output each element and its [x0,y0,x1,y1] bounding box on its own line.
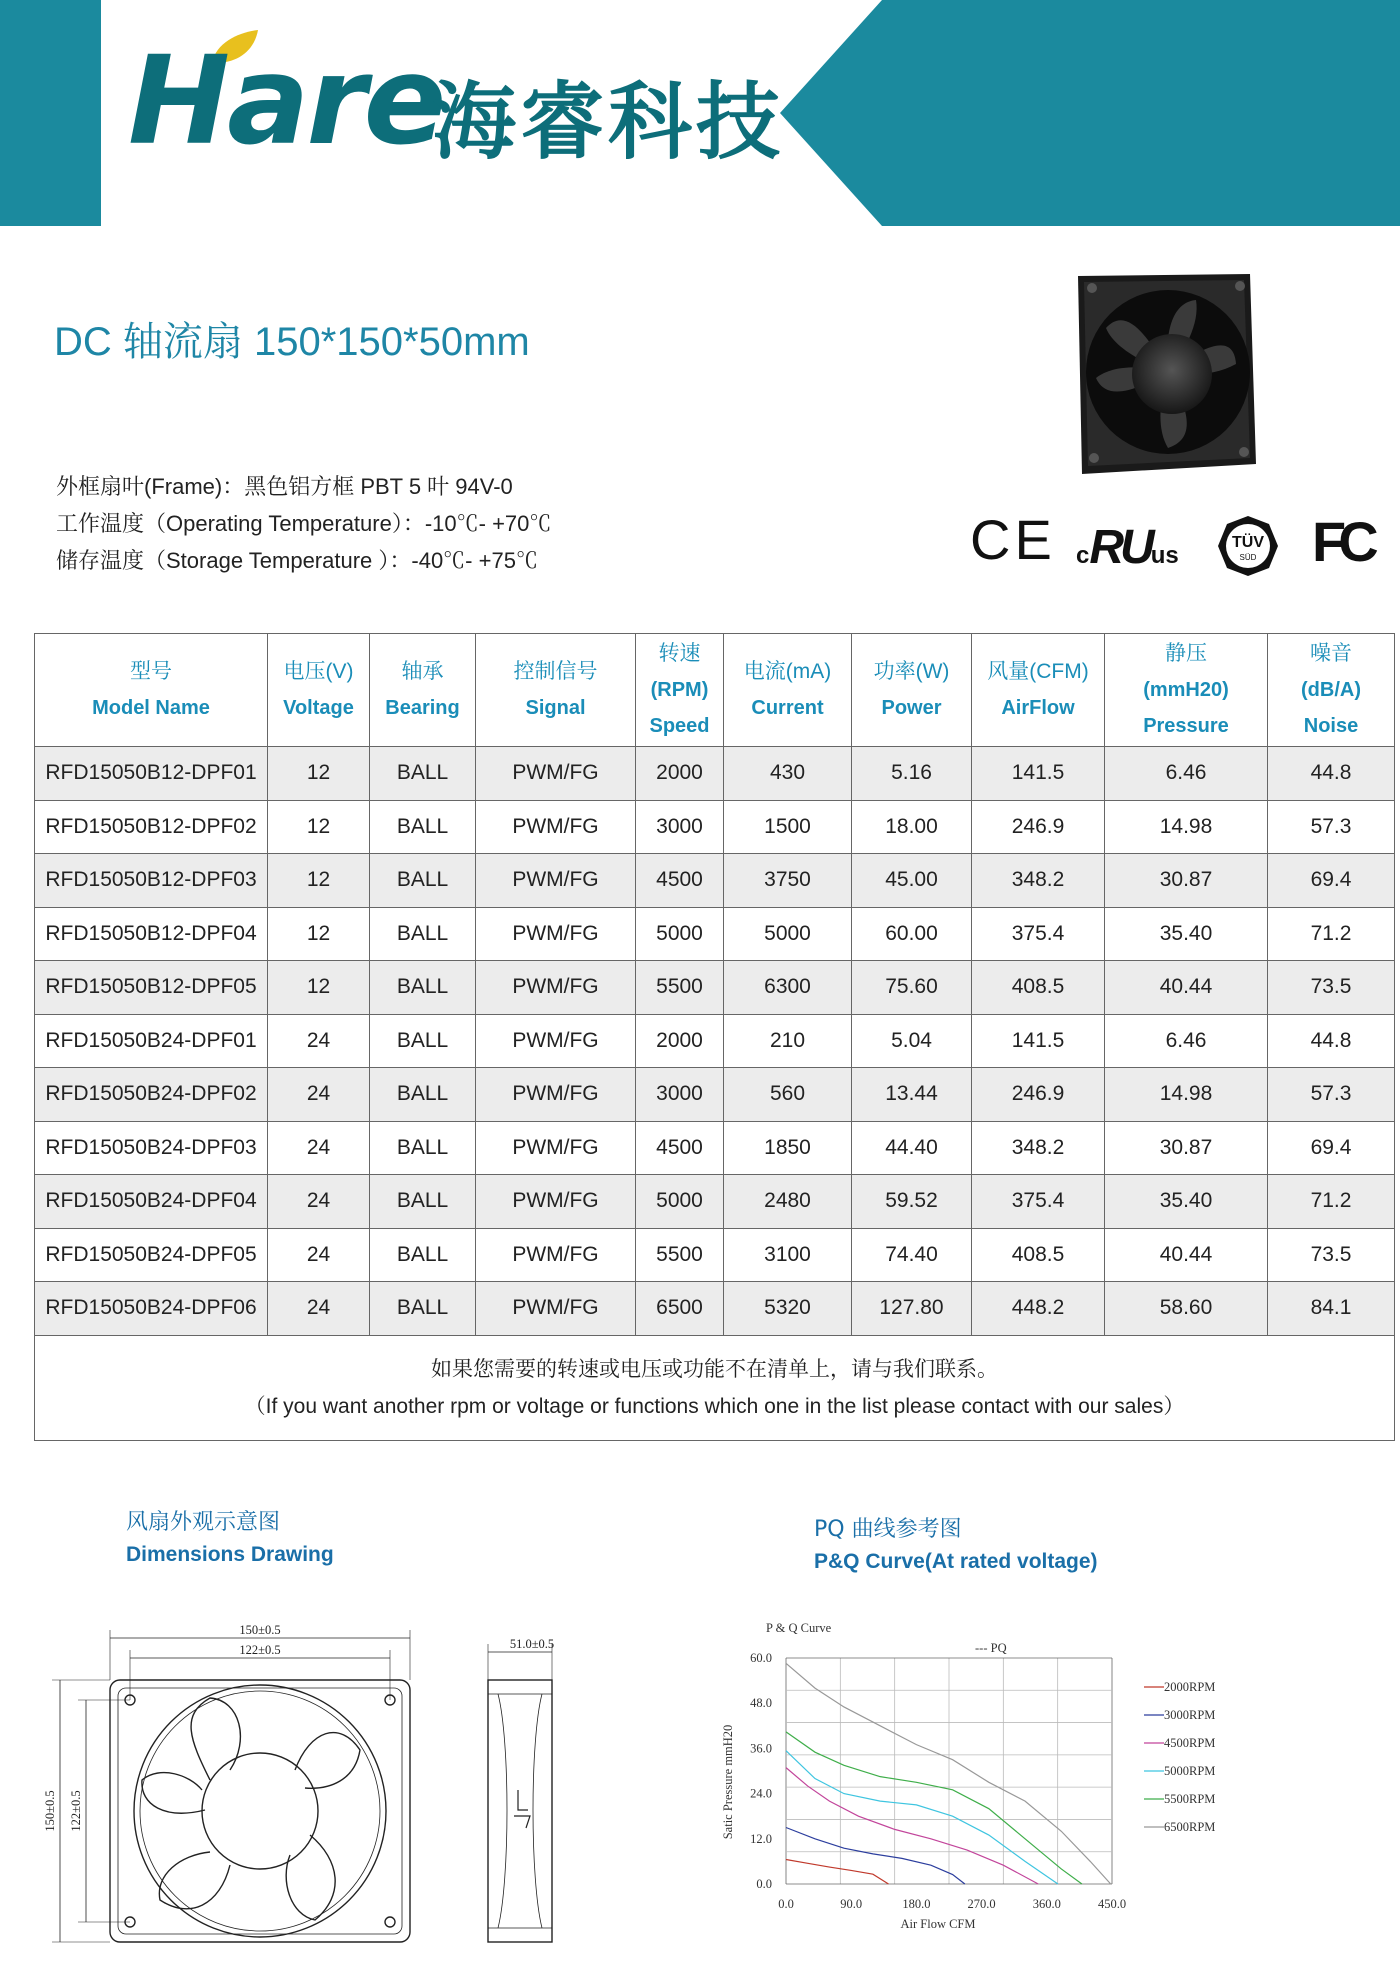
cell-pressure: 30.87 [1105,854,1268,908]
pq-legend-label: 2000RPM [1164,1680,1216,1694]
cell-model: RFD15050B12-DPF02 [35,800,268,854]
header-model: 型号 Model Name [35,634,268,747]
cell-bearing: BALL [370,961,476,1015]
table-body [35,747,1395,1336]
cell-airflow: 141.5 [972,1014,1105,1068]
tuv-sud-label: SÜD [1239,553,1257,562]
pq-y-tick-label: 48.0 [750,1696,772,1711]
cell-voltage: 12 [268,747,370,801]
header-power: 功率(W) Power [852,634,972,747]
cell-speed: 4500 [636,1121,724,1175]
pq-grid [786,1658,1112,1884]
cell-signal: PWM/FG [476,961,636,1015]
cell-bearing: BALL [370,747,476,801]
cell-pressure: 6.46 [1105,747,1268,801]
table-row [35,1014,1395,1068]
cell-voltage: 12 [268,907,370,961]
cell-pressure: 6.46 [1105,1014,1268,1068]
cell-pressure: 40.44 [1105,1228,1268,1282]
cell-speed: 2000 [636,747,724,801]
pq-title-en: P&Q Curve(At rated voltage) [814,1550,1098,1573]
cell-bearing: BALL [370,1282,476,1336]
pq-legend-label: 5500RPM [1164,1792,1216,1806]
cell-bearing: BALL [370,907,476,961]
pq-series-line-6500rpm [786,1663,1111,1884]
pq-legend-label: 3000RPM [1164,1708,1216,1722]
brand-logo-text: Hare [128,30,444,172]
cell-power: 60.00 [852,907,972,961]
cell-model: RFD15050B12-DPF05 [35,961,268,1015]
cell-signal: PWM/FG [476,1228,636,1282]
cell-power: 44.40 [852,1121,972,1175]
cell-noise: 57.3 [1268,1068,1395,1122]
note-chinese: 如果您需要的转速或电压或功能不在清单上，请与我们联系。 [431,1357,998,1381]
cell-signal: PWM/FG [476,1014,636,1068]
header-bearing: 轴承 Bearing [370,634,476,747]
cell-power: 5.04 [852,1014,972,1068]
cell-airflow: 246.9 [972,800,1105,854]
ul-ru-label: RU [1089,521,1151,574]
ul-mark-icon [1076,521,1179,574]
pq-chart-legend-title: --- PQ [975,1641,1007,1655]
cell-speed: 5000 [636,1175,724,1229]
cell-noise: 71.2 [1268,1175,1395,1229]
pq-x-tick-label: 0.0 [778,1897,794,1911]
pq-y-tick-label: 60.0 [750,1651,772,1665]
cell-signal: PWM/FG [476,1068,636,1122]
ce-mark-icon: CE [970,508,1056,571]
pq-y-tick-label: 12.0 [750,1831,772,1846]
table-row [35,854,1395,908]
cell-bearing: BALL [370,1068,476,1122]
pq-x-tick-label: 90.0 [840,1897,863,1911]
cell-noise: 69.4 [1268,1121,1395,1175]
header-banner [0,0,1400,226]
cell-current: 3750 [724,854,852,908]
table-row [35,1175,1395,1229]
cell-model: RFD15050B12-DPF04 [35,907,268,961]
pq-chart [700,1610,1300,1950]
cell-voltage: 12 [268,961,370,1015]
cell-signal: PWM/FG [476,1175,636,1229]
cell-power: 45.00 [852,854,972,908]
cell-noise: 84.1 [1268,1282,1395,1336]
cell-signal: PWM/FG [476,854,636,908]
cell-voltage: 12 [268,854,370,908]
cell-pressure: 35.40 [1105,907,1268,961]
cell-signal: PWM/FG [476,800,636,854]
cell-bearing: BALL [370,1175,476,1229]
table-row [35,1068,1395,1122]
cell-pressure: 40.44 [1105,961,1268,1015]
cell-airflow: 375.4 [972,1175,1105,1229]
cell-bearing: BALL [370,1228,476,1282]
fan-photo [1064,268,1264,478]
cell-current: 5000 [724,907,852,961]
pq-chart-title: P & Q Curve [766,1621,832,1635]
cell-noise: 71.2 [1268,907,1395,961]
cell-power: 13.44 [852,1068,972,1122]
cell-signal: PWM/FG [476,747,636,801]
dimensions-drawing [40,1620,600,1950]
pq-x-tick-label: 180.0 [902,1897,931,1911]
cell-airflow: 448.2 [972,1282,1105,1336]
product-title: DC 轴流扇 150*150*50mm [54,320,530,364]
spec-frame: 外框扇叶(Frame)：黑色铝方框 PBT 5 叶 94V-0 [56,474,513,499]
cell-signal: PWM/FG [476,1121,636,1175]
cell-model: RFD15050B12-DPF03 [35,854,268,908]
cell-voltage: 12 [268,800,370,854]
cell-pressure: 14.98 [1105,1068,1268,1122]
cell-pressure: 35.40 [1105,1175,1268,1229]
header-airflow: 风量(CFM) AirFlow [972,634,1105,747]
cell-model: RFD15050B24-DPF05 [35,1228,268,1282]
fc-mark-icon: FC [1312,510,1371,573]
pq-x-tick-label: 270.0 [967,1897,996,1911]
table-row [35,1121,1395,1175]
header-speed: 转速 (RPM) Speed [636,634,724,747]
cell-power: 59.52 [852,1175,972,1229]
pq-x-tick-label: 360.0 [1032,1897,1061,1911]
cell-current: 560 [724,1068,852,1122]
table-row [35,747,1395,801]
cell-signal: PWM/FG [476,907,636,961]
cell-current: 210 [724,1014,852,1068]
cell-noise: 73.5 [1268,1228,1395,1282]
pq-y-axis-label: Satic Pressure mmH20 [721,1724,735,1840]
cell-power: 74.40 [852,1228,972,1282]
cell-voltage: 24 [268,1014,370,1068]
cell-power: 75.60 [852,961,972,1015]
cell-airflow: 348.2 [972,1121,1105,1175]
tuv-mark-icon [1216,514,1280,578]
brand-chinese-name: 海睿科技 [432,73,785,171]
cell-bearing: BALL [370,800,476,854]
table-note [35,1335,1395,1440]
cell-model: RFD15050B12-DPF01 [35,747,268,801]
width-inner-label: 122±0.5 [239,1643,281,1657]
table-row [35,1282,1395,1336]
width-outer-label: 150±0.5 [239,1623,281,1637]
cell-model: RFD15050B24-DPF04 [35,1175,268,1229]
cell-airflow: 375.4 [972,907,1105,961]
cell-noise: 44.8 [1268,1014,1395,1068]
cell-voltage: 24 [268,1282,370,1336]
cell-current: 1850 [724,1121,852,1175]
cell-current: 1500 [724,800,852,854]
cell-power: 5.16 [852,747,972,801]
header-pressure: 静压 (mmH20) Pressure [1105,634,1268,747]
cell-model: RFD15050B24-DPF06 [35,1282,268,1336]
cell-current: 2480 [724,1175,852,1229]
table-row [35,1228,1395,1282]
pq-legend [1144,1680,1215,1834]
cell-speed: 6500 [636,1282,724,1336]
table-row [35,800,1395,854]
depth-label: 51.0±0.5 [509,1637,555,1651]
cell-speed: 5000 [636,907,724,961]
cell-voltage: 24 [268,1068,370,1122]
cell-current: 430 [724,747,852,801]
dimensions-title-en: Dimensions Drawing [126,1543,334,1566]
tuv-label: TÜV [1232,534,1264,551]
cell-pressure: 30.87 [1105,1121,1268,1175]
cell-noise: 57.3 [1268,800,1395,854]
cell-airflow: 141.5 [972,747,1105,801]
cell-airflow: 408.5 [972,1228,1105,1282]
pq-legend-label: 5000RPM [1164,1764,1216,1778]
cell-current: 6300 [724,961,852,1015]
cell-speed: 5500 [636,1228,724,1282]
cell-speed: 5500 [636,961,724,1015]
pq-x-tick-label: 450.0 [1097,1897,1127,1911]
ul-us-label: us [1150,542,1179,569]
pq-x-axis-label: Air Flow CFM [900,1917,976,1931]
cell-model: RFD15050B24-DPF03 [35,1121,268,1175]
pq-series-line-5000rpm [786,1751,1058,1884]
cell-model: RFD15050B24-DPF01 [35,1014,268,1068]
cell-bearing: BALL [370,1121,476,1175]
header-voltage: 电压(V) Voltage [268,634,370,747]
table-header-row [35,634,1395,747]
cell-pressure: 14.98 [1105,800,1268,854]
height-inner-label: 122±0.5 [69,1790,83,1832]
pq-y-tick-label: 24.0 [750,1786,772,1801]
header-noise: 噪音 (dB/A) Noise [1268,634,1395,747]
cell-pressure: 58.60 [1105,1282,1268,1336]
note-english: （If you want another rpm or voltage or functions which one in the list please contact with our sales） [244,1394,1185,1418]
dimensions-title-cn: 风扇外观示意图 [126,1510,281,1535]
table-row [35,961,1395,1015]
cell-noise: 69.4 [1268,854,1395,908]
cell-current: 3100 [724,1228,852,1282]
pq-y-tick-label: 0.0 [756,1877,772,1891]
pq-series-line-2000rpm [786,1860,889,1884]
cell-airflow: 408.5 [972,961,1105,1015]
header-current: 电流(mA) Current [724,634,852,747]
pq-lines [786,1663,1111,1884]
model-spec-table [34,633,1395,1441]
spec-operating-temp: 工作温度（Operating Temperature）：-10℃- +70℃ [56,511,552,536]
pq-y-tick-label: 36.0 [750,1741,772,1756]
cell-bearing: BALL [370,854,476,908]
cell-voltage: 24 [268,1121,370,1175]
height-outer-label: 150±0.5 [43,1790,57,1832]
cell-airflow: 246.9 [972,1068,1105,1122]
cell-speed: 4500 [636,854,724,908]
cell-bearing: BALL [370,1014,476,1068]
cell-power: 127.80 [852,1282,972,1336]
pq-legend-label: 4500RPM [1164,1736,1216,1750]
cell-signal: PWM/FG [476,1282,636,1336]
cell-noise: 44.8 [1268,747,1395,801]
cell-speed: 3000 [636,800,724,854]
cell-airflow: 348.2 [972,854,1105,908]
pq-legend-label: 6500RPM [1164,1820,1216,1834]
cell-voltage: 24 [268,1228,370,1282]
pq-title-cn: PQ 曲线参考图 [814,1517,962,1542]
cell-model: RFD15050B24-DPF02 [35,1068,268,1122]
cell-noise: 73.5 [1268,961,1395,1015]
ul-c-label: c [1076,542,1090,569]
table-row [35,907,1395,961]
header-signal: 控制信号 Signal [476,634,636,747]
cell-power: 18.00 [852,800,972,854]
cell-voltage: 24 [268,1175,370,1229]
cell-speed: 3000 [636,1068,724,1122]
table-note-row [35,1335,1395,1440]
spec-storage-temp: 储存温度（Storage Temperature ）：-40℃- +75℃ [56,548,538,573]
cell-speed: 2000 [636,1014,724,1068]
cell-current: 5320 [724,1282,852,1336]
